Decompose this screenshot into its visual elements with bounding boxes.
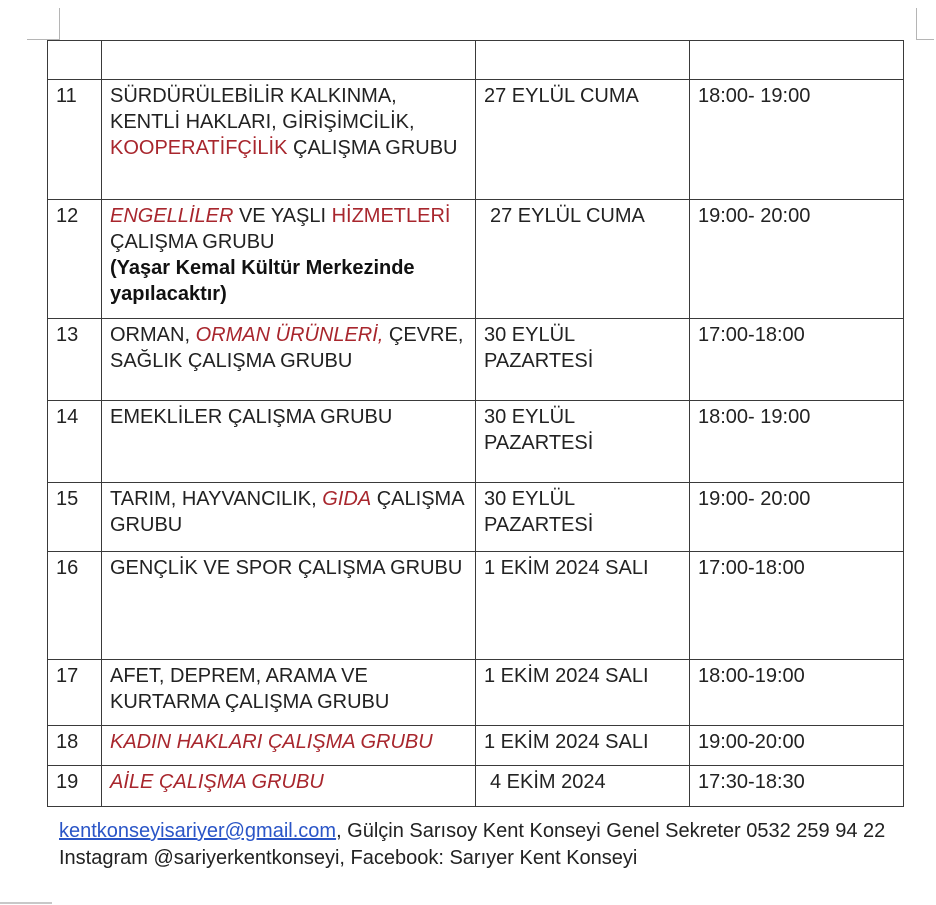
working-group-name <box>102 766 476 807</box>
group-name-fragment: GIDA <box>322 488 372 510</box>
table-row <box>48 483 904 552</box>
table-header-row-empty <box>48 41 904 80</box>
group-name-fragment: KADIN HAKLARI ÇALIŞMA GRUBU <box>110 731 433 753</box>
row-number: 14 <box>48 401 102 483</box>
table-row <box>48 660 904 726</box>
meeting-date: 1 EKİM 2024 SALI <box>476 726 690 766</box>
empty-header-cell <box>690 41 904 80</box>
working-group-name <box>102 80 476 200</box>
row-number: 11 <box>48 80 102 200</box>
meeting-time: 18:00-19:00 <box>690 660 904 726</box>
group-name-fragment: SÜRDÜRÜLEBİLİR KALKINMA, KENTLİ HAKLARI, GİRİŞİMCİLİK, <box>110 85 415 133</box>
meeting-time: 18:00- 19:00 <box>690 80 904 200</box>
meeting-date: 1 EKİM 2024 SALI <box>476 552 690 660</box>
group-name-fragment: ORMAN ÜRÜNLERİ, <box>195 324 384 346</box>
margin-crop-mark-right-horizontal <box>916 39 934 40</box>
table-row <box>48 552 904 660</box>
social-media-line: Instagram @sariyerkentkonseyi, Facebook: Sarıyer Kent Konseyi <box>59 847 638 869</box>
working-group-name <box>102 726 476 766</box>
page-edge-divider <box>0 902 52 904</box>
table-row <box>48 766 904 807</box>
row-number: 17 <box>48 660 102 726</box>
meeting-date: 30 EYLÜL PAZARTESİ <box>476 319 690 401</box>
group-name-fragment: ENGELLİLER <box>110 205 234 227</box>
group-name-fragment: AFET, DEPREM, ARAMA VE KURTARMA ÇALIŞMA GRUBU <box>110 665 390 713</box>
row-number: 12 <box>48 200 102 319</box>
meeting-time: 19:00-20:00 <box>690 726 904 766</box>
group-name-fragment: HİZMETLERİ <box>331 205 451 227</box>
email-link[interactable]: kentkonseyisariyer@gmail.com <box>59 820 337 842</box>
row-number: 15 <box>48 483 102 552</box>
working-group-name <box>102 483 476 552</box>
group-name-fragment: GENÇLİK VE SPOR ÇALIŞMA GRUBU <box>110 557 463 579</box>
contact-details: , Gülçin Sarısoy Kent Konseyi Genel Sekreter 0532 259 94 22 <box>336 820 886 842</box>
venue-note: (Yaşar Kemal Kültür Merkezinde yapılacaktır) <box>110 257 415 305</box>
group-name-fragment: EMEKLİLER ÇALIŞMA GRUBU <box>110 406 393 428</box>
table-row <box>48 200 904 319</box>
group-name-fragment: ÇALIŞMA GRUBU <box>110 231 275 253</box>
group-name-fragment: KOOPERATİFÇİLİK <box>110 137 288 159</box>
empty-header-cell <box>48 41 102 80</box>
meeting-date: 30 EYLÜL PAZARTESİ <box>476 483 690 552</box>
table-row <box>48 319 904 401</box>
table-row <box>48 80 904 200</box>
working-group-name <box>102 200 476 319</box>
margin-crop-mark-right <box>916 8 917 40</box>
group-name-fragment: ORMAN, <box>110 324 196 346</box>
working-group-name <box>102 401 476 483</box>
group-name-fragment: TARIM, HAYVANCILIK, <box>110 488 323 510</box>
meeting-time: 18:00- 19:00 <box>690 401 904 483</box>
meeting-time: 19:00- 20:00 <box>690 483 904 552</box>
meeting-date: 27 EYLÜL CUMA <box>476 80 690 200</box>
working-group-schedule-table <box>47 40 904 807</box>
meeting-time: 17:00-18:00 <box>690 552 904 660</box>
group-name-fragment: AİLE ÇALIŞMA GRUBU <box>110 771 324 793</box>
working-group-name <box>102 552 476 660</box>
working-group-name <box>102 660 476 726</box>
group-name-fragment: ÇEVRE, SAĞLIK ÇALIŞMA GRUBU <box>110 324 464 372</box>
row-number: 13 <box>48 319 102 401</box>
table-row <box>48 401 904 483</box>
empty-header-cell <box>102 41 476 80</box>
meeting-time: 17:30-18:30 <box>690 766 904 807</box>
meeting-date: 27 EYLÜL CUMA <box>476 200 690 319</box>
contact-line <box>59 818 919 845</box>
group-name-fragment: VE YAŞLI <box>233 205 332 227</box>
meeting-date: 1 EKİM 2024 SALI <box>476 660 690 726</box>
margin-crop-mark-left <box>59 8 60 40</box>
row-number: 16 <box>48 552 102 660</box>
meeting-date: 30 EYLÜL PAZARTESİ <box>476 401 690 483</box>
contact-footer <box>59 818 919 872</box>
meeting-date: 4 EKİM 2024 <box>476 766 690 807</box>
meeting-time: 17:00-18:00 <box>690 319 904 401</box>
group-name-fragment: ÇALIŞMA GRUBU <box>287 137 458 159</box>
group-name-fragment: ÇALIŞMA GRUBU <box>110 488 464 536</box>
meeting-time: 19:00- 20:00 <box>690 200 904 319</box>
working-group-name <box>102 319 476 401</box>
row-number: 18 <box>48 726 102 766</box>
row-number: 19 <box>48 766 102 807</box>
table-row <box>48 726 904 766</box>
empty-header-cell <box>476 41 690 80</box>
